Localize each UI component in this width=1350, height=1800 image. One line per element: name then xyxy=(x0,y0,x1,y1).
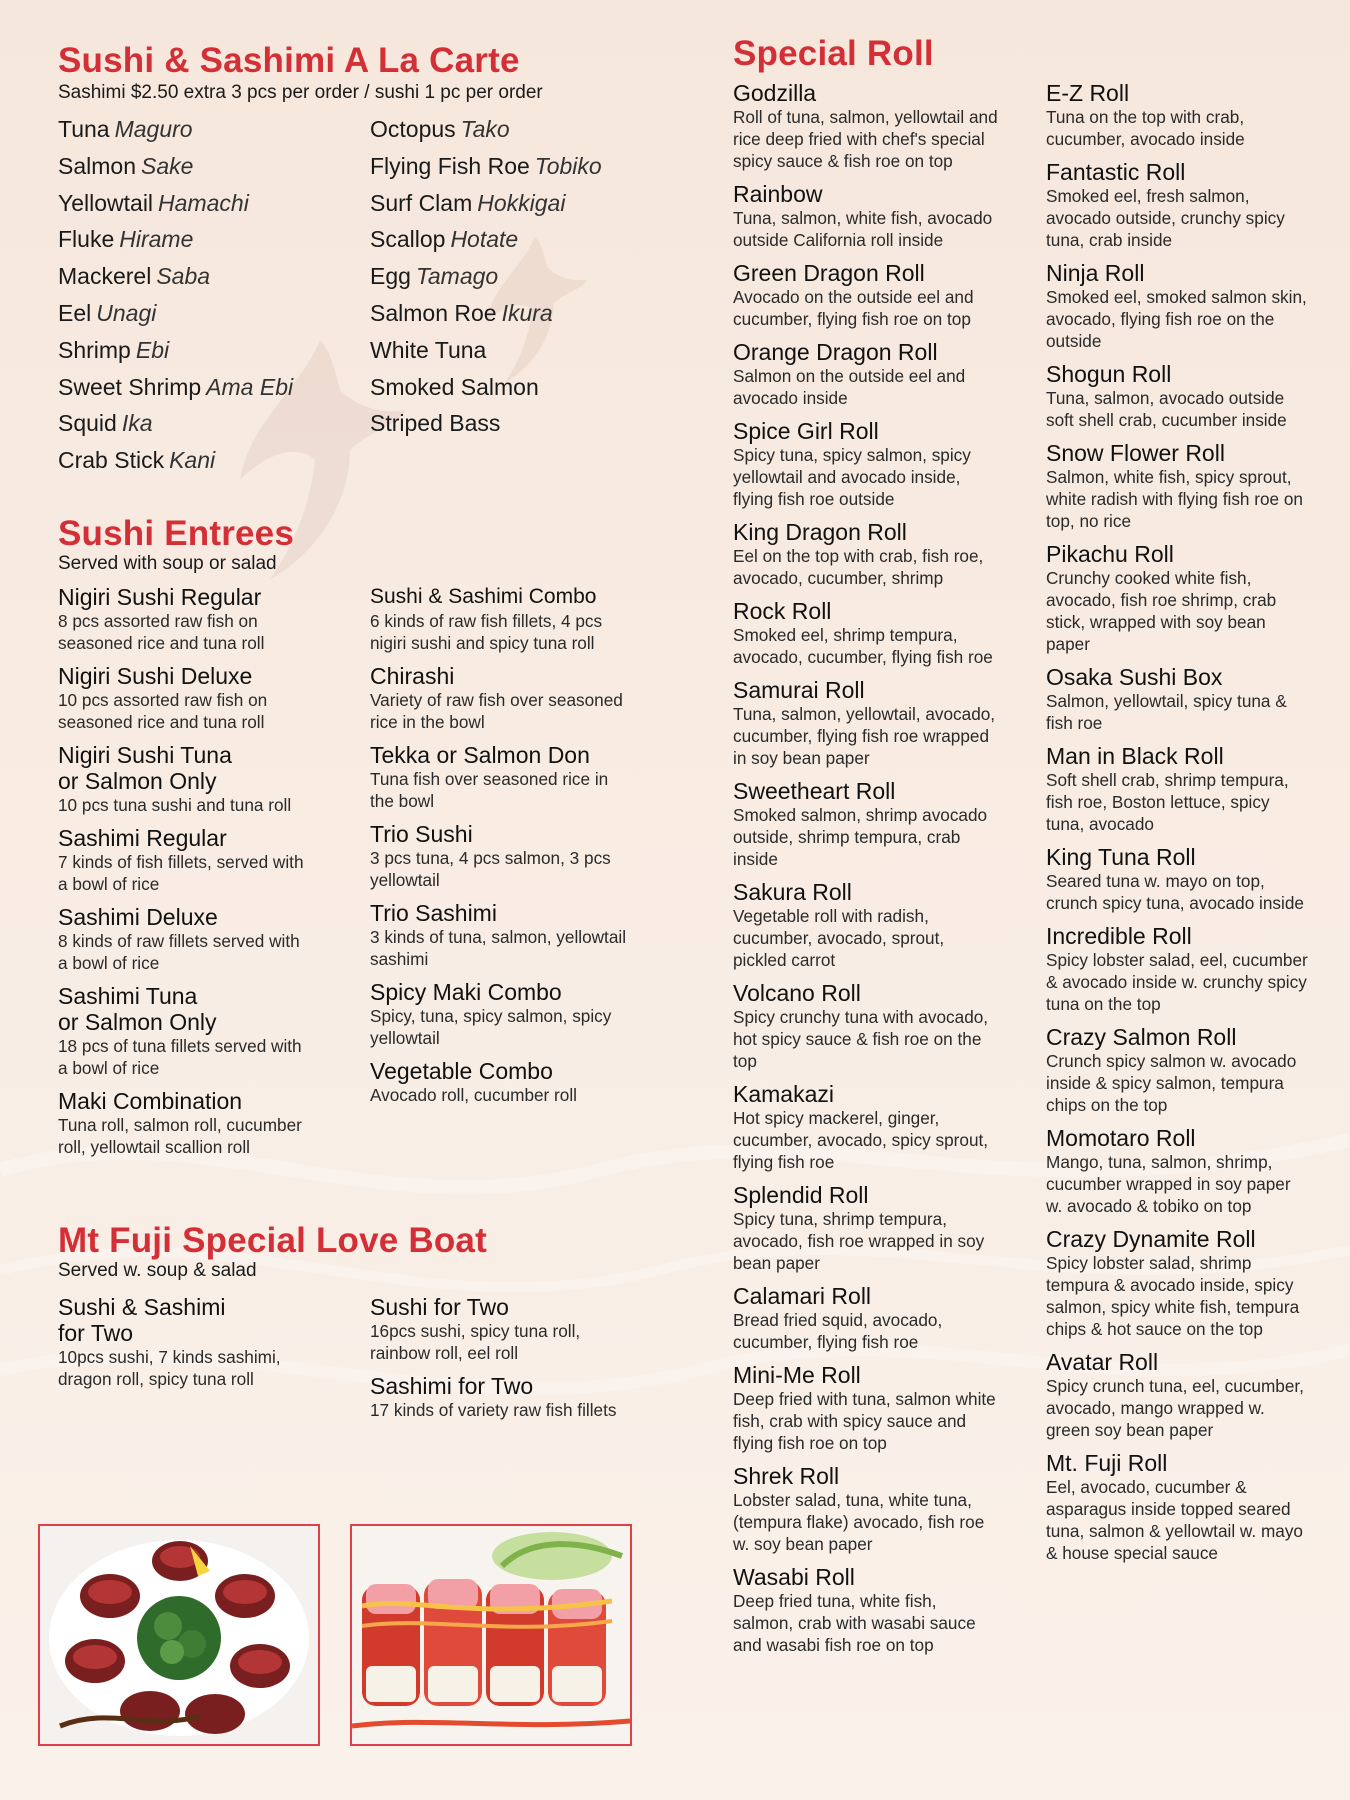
menu-item: Sushi & Sashimi Combo 6 kinds of raw fish fillets, 4 pcs nigiri sushi and spicy tuna roll xyxy=(370,585,603,653)
spicy-sauce-roll-photo xyxy=(350,1524,632,1746)
menu-item: Chirashi Variety of raw fish over seasoned rice in the bowl xyxy=(370,663,623,732)
menu-item: Avatar Roll Spicy crunch tuna, eel, cucumber, avocado, mango wrapped w. green soy bean paper xyxy=(1046,1349,1304,1440)
menu-item: Rock Roll Smoked eel, shrimp tempura, avocado, cucumber, flying fish roe xyxy=(733,598,993,667)
list-item: Octopus Tako xyxy=(370,116,510,142)
menu-item: E-Z Roll Tuna on the top with crab, cucumber, avocado inside xyxy=(1046,80,1245,149)
sushi-entrees-subtitle: Served with soup or salad xyxy=(58,553,277,574)
menu-item: Spicy Maki Combo Spicy, tuna, spicy salmon, spicy yellowtail xyxy=(370,979,612,1048)
list-item: Shrimp Ebi xyxy=(58,336,170,363)
menu-item: Nigiri Sushi Regular 8 pcs assorted raw fish on seasoned rice and tuna roll xyxy=(58,584,265,653)
menu-item: Man in Black Roll Soft shell crab, shrimp tempura, fish roe, Boston lettuce, spicy tuna, avocado xyxy=(1046,743,1289,834)
list-item: Mackerel Saba xyxy=(58,263,211,290)
menu-item: Ninja Roll Smoked eel, smoked salmon skin, avocado, flying fish roe on the outside xyxy=(1046,260,1307,351)
menu-item: Fantastic Roll Smoked eel, fresh salmon, avocado outside, crunchy spicy tuna, crab inside xyxy=(1046,159,1285,250)
entrees-column-left xyxy=(58,584,358,1167)
menu-item: Samurai Roll Tuna, salmon, yellowtail, avocado, cucumber, flying fish roe wrapped in soy bean paper xyxy=(733,677,996,768)
menu-item: Green Dragon Roll Avocado on the outside eel and cucumber, flying fish roe on top xyxy=(733,260,974,329)
menu-item: Calamari Roll Bread fried squid, avocado, cucumber, flying fish roe xyxy=(733,1283,943,1352)
a-la-carte-title: Sushi & Sashimi A La Carte xyxy=(58,41,520,80)
menu-item: Crazy Dynamite Roll Spicy lobster salad, shrimp tempura & avocado inside, spicy salmon, spicy white fish, tempura chips & hot sauce on the top xyxy=(1046,1226,1300,1339)
special-roll-title: Special Roll xyxy=(733,34,934,73)
menu-item: Nigiri Sushi Deluxe 10 pcs assorted raw fish on seasoned rice and tuna roll xyxy=(58,663,268,732)
menu-item: Sushi & Sashimi for Two 10pcs sushi, 7 kinds sashimi, dragon roll, spicy tuna roll xyxy=(58,1294,281,1389)
menu-item: Tekka or Salmon Don Tuna fish over seasoned rice in the bowl xyxy=(370,742,609,811)
list-item: Yellowtail Hamachi xyxy=(58,189,249,216)
menu-item: Sakura Roll Vegetable roll with radish, cucumber, avocado, sprout, pickled carrot xyxy=(733,879,945,970)
sushi-roll-illustration xyxy=(352,1526,630,1744)
menu-item: Kamakazi Hot spicy mackerel, ginger, cucumber, avocado, spicy sprout, flying fish roe xyxy=(733,1081,989,1172)
menu-item: Wasabi Roll Deep fried tuna, white fish, salmon, crab with wasabi sauce and wasabi fish roe on top xyxy=(733,1564,976,1655)
love-boat-subtitle: Served w. soup & salad xyxy=(58,1260,257,1281)
list-item: Smoked Salmon xyxy=(370,373,539,400)
love-boat-title: Mt Fuji Special Love Boat xyxy=(58,1221,487,1260)
list-item: White Tuna xyxy=(370,336,487,363)
menu-item: Crazy Salmon Roll Crunch spicy salmon w. avocado inside & spicy salmon, tempura chips on the top xyxy=(1046,1024,1297,1115)
menu-item: Sashimi Regular 7 kinds of fish fillets, served with a bowl of rice xyxy=(58,825,304,894)
list-item: Flying Fish Roe Tobiko xyxy=(370,152,602,179)
menu-item: Trio Sashimi 3 kinds of tuna, salmon, yellowtail sashimi xyxy=(370,900,627,969)
menu-item: Incredible Roll Spicy lobster salad, eel, cucumber & avocado inside w. crunchy spicy tuna on the top xyxy=(1046,923,1308,1014)
special-roll-column-left xyxy=(733,80,1038,1665)
menu-item: Mini-Me Roll Deep fried with tuna, salmon white fish, crab with spicy sauce and flying fish roe on top xyxy=(733,1362,996,1453)
menu-item: Shogun Roll Tuna, salmon, avocado outside soft shell crab, cucumber inside xyxy=(1046,361,1287,430)
menu-item: Orange Dragon Roll Salmon on the outside eel and avocado inside xyxy=(733,339,966,408)
menu-item: Godzilla Roll of tuna, salmon, yellowtail and rice deep fried with chef's special spicy sauce & fish roe on top xyxy=(733,80,998,171)
menu-item: Osaka Sushi Box Salmon, yellowtail, spicy tuna & fish roe xyxy=(1046,664,1287,733)
list-item: Sweet Shrimp Ama Ebi xyxy=(58,373,294,400)
special-roll-column-right xyxy=(1046,80,1346,1573)
menu-item: Momotaro Roll Mango, tuna, salmon, shrimp, cucumber wrapped in soy paper w. avocado & tobiko on top xyxy=(1046,1125,1291,1216)
sushi-plate-illustration xyxy=(40,1526,318,1744)
menu-item: Trio Sushi 3 pcs tuna, 4 pcs salmon, 3 pcs yellowtail xyxy=(370,821,611,890)
list-item: Egg Tamago xyxy=(370,263,499,290)
menu-item: Nigiri Sushi Tuna or Salmon Only 10 pcs tuna sushi and tuna roll xyxy=(58,742,292,815)
menu-item: King Dragon Roll Eel on the top with crab, fish roe, avocado, cucumber, shrimp xyxy=(733,519,984,588)
menu-item: Pikachu Roll Crunchy cooked white fish, avocado, fish roe shrimp, crab stick, wrapped with soy bean paper xyxy=(1046,541,1277,654)
list-item: Scallop Hotate xyxy=(370,226,519,253)
love-boat-column-right xyxy=(370,1294,670,1430)
a-la-carte-subtitle: Sashimi $2.50 extra 3 pcs per order / sushi 1 pc per order xyxy=(58,82,543,103)
menu-item: Snow Flower Roll Salmon, white fish, spicy sprout, white radish with flying fish roe on top, no rice xyxy=(1046,440,1303,531)
menu-item: Sweetheart Roll Smoked salmon, shrimp avocado outside, shrimp tempura, crab inside xyxy=(733,778,988,869)
list-item: Crab Stick Kani xyxy=(58,447,216,474)
list-item: Salmon Sake xyxy=(58,152,194,179)
menu-item: Sashimi for Two 17 kinds of variety raw fish fillets xyxy=(370,1373,617,1420)
menu-item: Maki Combination Tuna roll, salmon roll, cucumber roll, yellowtail scallion roll xyxy=(58,1088,302,1157)
menu-item: Sashimi Deluxe 8 kinds of raw fillets served with a bowl of rice xyxy=(58,904,300,973)
menu-item: Sashimi Tuna or Salmon Only 18 pcs of tuna fillets served with a bowl of rice xyxy=(58,983,302,1078)
menu-item: Mt. Fuji Roll Eel, avocado, cucumber & asparagus inside topped seared tuna, salmon & yellowtail w. mayo & house special sauce xyxy=(1046,1450,1303,1563)
seared-tuna-roll-photo xyxy=(38,1524,320,1746)
sushi-entrees-title: Sushi Entrees xyxy=(58,514,295,553)
list-item: Fluke Hirame xyxy=(58,226,194,253)
menu-item: Splendid Roll Spicy tuna, shrimp tempura, avocado, fish roe wrapped in soy bean paper xyxy=(733,1182,985,1273)
menu-item: Vegetable Combo Avocado roll, cucumber roll xyxy=(370,1058,577,1105)
menu-item: Volcano Roll Spicy crunchy tuna with avocado, hot spicy sauce & fish roe on the top xyxy=(733,980,989,1071)
list-item: Striped Bass xyxy=(370,410,501,437)
list-item: Eel Unagi xyxy=(58,299,157,326)
list-item: Squid Ika xyxy=(58,410,153,437)
list-item: Salmon Roe Ikura xyxy=(370,299,553,326)
menu-item: Sushi for Two 16pcs sushi, spicy tuna roll, rainbow roll, eel roll xyxy=(370,1294,581,1363)
love-boat-column-left xyxy=(58,1294,358,1399)
list-item: Tuna Maguro xyxy=(58,116,193,142)
entrees-column-right xyxy=(370,584,670,1115)
a-la-carte-list-left xyxy=(58,111,293,479)
menu-item: Spice Girl Roll Spicy tuna, spicy salmon, spicy yellowtail and avocado inside, flying fish roe outside xyxy=(733,418,971,509)
menu-item: Rainbow Tuna, salmon, white fish, avocado outside California roll inside xyxy=(733,181,993,250)
menu-item: King Tuna Roll Seared tuna w. mayo on top, crunch spicy tuna, avocado inside xyxy=(1046,844,1304,913)
menu-item: Shrek Roll Lobster salad, tuna, white tuna, (tempura flake) avocado, fish roe w. soy bean paper xyxy=(733,1463,985,1554)
list-item: Surf Clam Hokkigai xyxy=(370,189,566,216)
a-la-carte-list-right xyxy=(370,111,602,442)
